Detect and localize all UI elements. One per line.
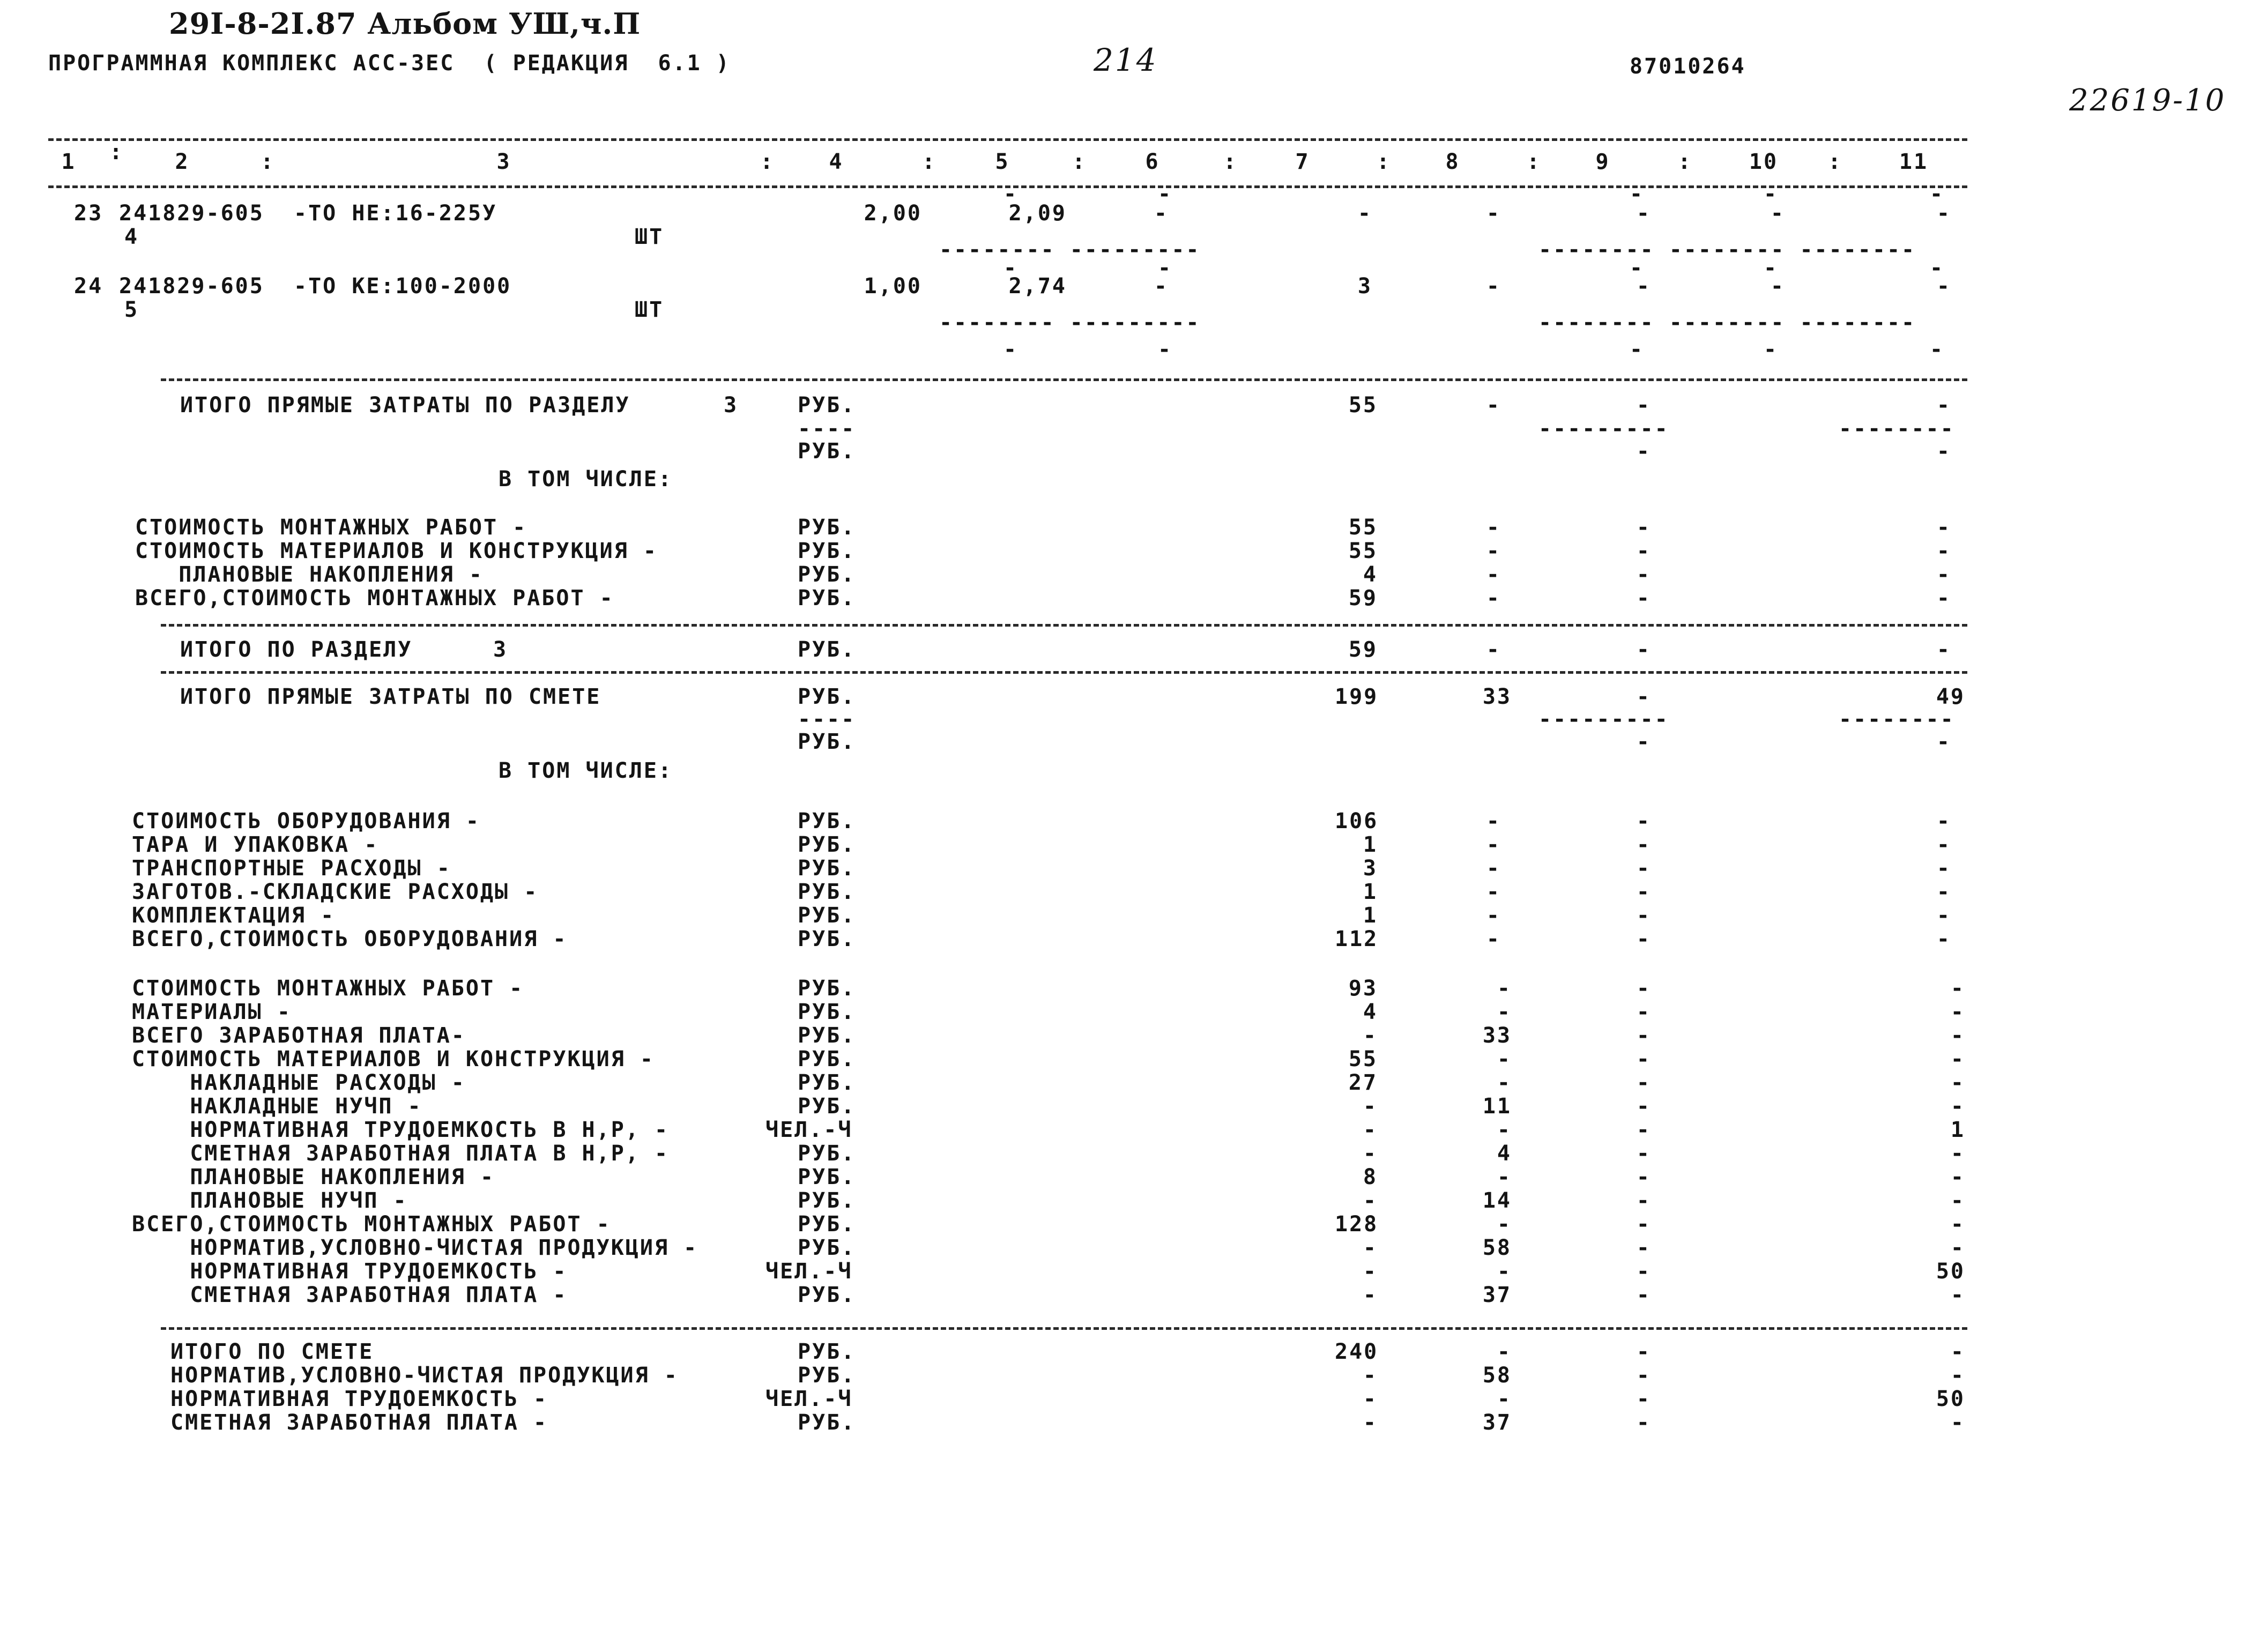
column-header: 3 (496, 150, 511, 174)
estimate-page: 29I-8-2I.87 Альбом УШ,ч.П ПРОГРАММНАЯ КОМПЛЕКС АСС-ЗЕС ( РЕДАКЦИЯ 6.1 ) 214 87010264 22619-10 1 : 2 : 3 : 4 : 5 : 6 : 7 : 8 : 9 : 10 : 11 23 241829-605 -ТО НЕ:16-225У 4 ШТ 2,00 2,09 - -------- --------- - - - - - - - - - - -------- -------- -------- 24 241829-605 -ТО КЕ:100-2000 5 ШТ 1,00 2,74 - -------- --------- - - - - 3 - - - - - - - - - - -------- -------- -------- ИТОГО ПРЯМЫЕ ЗАТРАТЫ ПО РАЗДЕЛУ 3 РУБ. ---- РУБ. 55 - - --------- - - -------- - В ТОМ ЧИСЛЕ: СТОИМОСТЬ МОНТАЖНЫХ РАБОТ - РУБ. 55 - - - СТОИМОСТЬ МАТЕРИАЛОВ И КОНСТРУКЦИЯ - РУБ. 55 - - - ПЛАНОВЫЕ НАКОПЛЕНИЯ - РУБ. 4 - - - ВСЕГО,СТОИМОСТЬ МОНТАЖНЫХ РАБОТ - РУБ. 59 - - - ИТОГО ПО РАЗДЕЛУ 3 РУБ. 59 - - - ИТОГО ПРЯМЫЕ ЗАТРАТЫ ПО СМЕТЕ РУБ. ---- РУБ. 199 33 - --------- - 49 -------- - В ТОМ ЧИСЛЕ: СТОИМОСТЬ ОБОРУДОВАНИЯ - РУБ. 106 - - - ТАРА И УПАКОВКА - РУБ. 1 - - - ТРАНСПОРТНЫЕ РАСХОДЫ - РУБ. 3 - - - ЗАГОТОВ.-СКЛАДСКИЕ РАСХОДЫ - РУБ. 1 - - - КОМПЛЕКТАЦИЯ - РУБ. 1 - - - ВСЕГО,СТОИМОСТЬ ОБОРУДОВАНИЯ - РУБ. 112 - - - СТОИМОСТЬ МОНТАЖНЫХ РАБОТ - РУБ. 93 - - - МАТЕРИАЛЫ - РУБ. 4 - - - ВСЕГО ЗАРАБОТНАЯ ПЛАТА- РУБ. - 33 - - СТОИМОСТЬ МАТЕРИАЛОВ И КОНСТРУКЦИЯ - РУБ. 55 - - - НАКЛАДНЫЕ РАСХОДЫ - РУБ. 27 - - - НАКЛАДНЫЕ НУЧП - РУБ. - 11 - - НОРМАТИВНАЯ ТРУДОЕМКОСТЬ В Н,Р, - ЧЕЛ.-Ч - - - 1 СМЕТНАЯ ЗАРАБОТНАЯ ПЛАТА В Н,Р, - РУБ. - 4 - - ПЛАНОВЫЕ НАКОПЛЕНИЯ - РУБ. 8 - - - ПЛАНОВЫЕ НУЧП - РУБ. - 14 - - ВСЕГО,СТОИМОСТЬ МОНТАЖНЫХ РАБОТ - РУБ. 128 - - - НОРМАТИВ,УСЛОВНО-ЧИСТАЯ ПРОДУКЦИЯ - РУБ. - 58 - - НОРМАТИВНАЯ ТРУДОЕМКОСТЬ - ЧЕЛ.-Ч - - - 50 СМЕТНАЯ ЗАРАБОТНАЯ ПЛАТА - РУБ. - 37 - - ИТОГО ПО СМЕТЕ РУБ. 240 - - - НОРМАТИВ,УСЛОВНО-ЧИСТАЯ ПРОДУКЦИЯ - РУБ. - 58 - - НОРМАТИВНАЯ ТРУДОЕМКОСТЬ - ЧЕЛ.-Ч - - - 50 СМЕТНАЯ ЗАРАБОТНАЯ ПЛАТА - РУБ. - 37 - - (48, 6, 2226, 1435)
subheading: В ТОМ ЧИСЛЕ: (499, 467, 673, 492)
rule-estimate (161, 671, 1967, 674)
column-header: 2 (175, 150, 190, 174)
program-title: ПРОГРАММНАЯ КОМПЛЕКС АСС-ЗЕС ( РЕДАКЦИЯ 6.1 ) (48, 51, 731, 76)
rule-top (48, 138, 1967, 141)
column-header: 8 (1445, 150, 1460, 174)
subheading: В ТОМ ЧИСЛЕ: (499, 758, 673, 783)
column-header: 1 (61, 150, 76, 174)
column-header: 5 (995, 150, 1010, 174)
rule-section-sum (161, 624, 1967, 627)
column-header: 7 (1295, 150, 1310, 174)
page-number: 214 (1094, 42, 1158, 78)
album-title: 29I-8-2I.87 Альбом УШ,ч.П (169, 6, 641, 41)
document-code: 87010264 (1630, 54, 1746, 79)
column-header: 11 (1899, 150, 1929, 174)
column-header: 9 (1595, 150, 1610, 174)
column-header: 4 (829, 150, 844, 174)
rule-section (161, 378, 1967, 381)
column-header: 10 (1749, 150, 1779, 174)
stamp-number: 22619-10 (2069, 83, 2226, 118)
rule-final (161, 1327, 1967, 1330)
column-header: 6 (1145, 150, 1160, 174)
